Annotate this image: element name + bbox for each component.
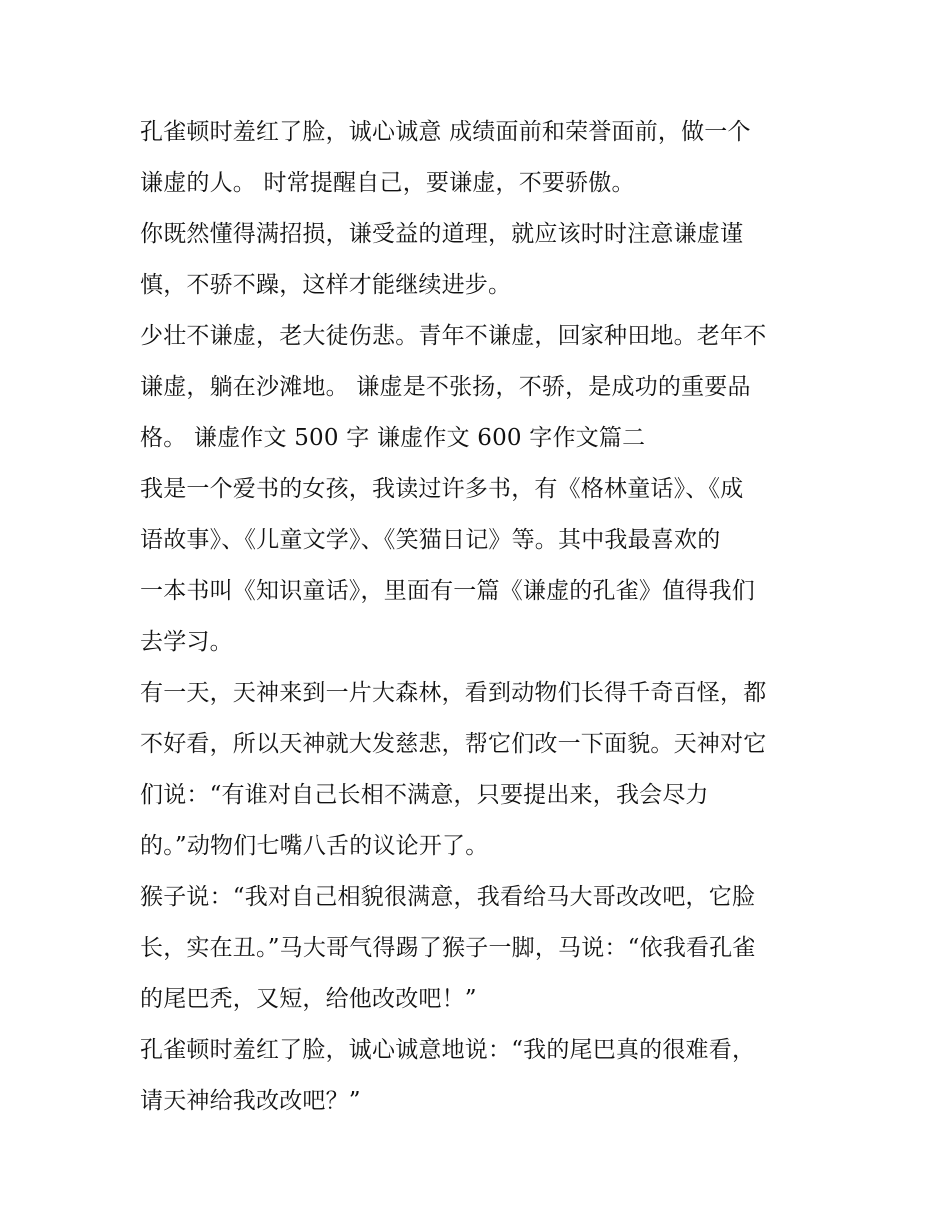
text-line-18: 的尾巴秃，又短，给他改改吧！”	[140, 986, 477, 1012]
text-line-8: 我是一个爱书的女孩，我读过许多书，有《格林童话》、《成	[140, 476, 744, 502]
text-line-16: 猴子说：“我对自己相貌很满意，我看给马大哥改改吧，它脸	[140, 884, 756, 910]
text-line-9: 语故事》、《儿童文学》、《笑猫日记》等。其中我最喜欢的	[140, 527, 721, 553]
text-line-7: 格。 谦虚作文 500 字 谦虚作文 600 字作文篇二	[140, 425, 646, 451]
text-line-5: 少壮不谦虚，老大徒伤悲。青年不谦虚，回家种田地。老年不	[140, 323, 767, 349]
text-line-19: 孔雀顿时羞红了脸，诚心诚意地说：“我的尾巴真的很难看，	[140, 1037, 756, 1063]
text-line-12: 有一天，天神来到一片大森林，看到动物们长得千奇百怪，都	[140, 680, 767, 706]
text-line-14: 们说：“有谁对自己长相不满意，只要提出来，我会尽力	[140, 782, 709, 808]
text-line-4: 慎，不骄不躁，这样才能继续进步。	[140, 272, 512, 298]
text-line-2: 谦虚的人。 时常提醒自己，要谦虚，不要骄傲。	[140, 170, 635, 196]
text-line-10: 一本书叫《知识童话》，里面有一篇《谦虚的孔雀》值得我们	[140, 578, 755, 604]
text-line-6: 谦虚，躺在沙滩地。 谦虚是不张扬，不骄，是成功的重要品	[140, 374, 751, 400]
text-line-11: 去学习。	[140, 629, 233, 655]
text-line-1: 孔雀顿时羞红了脸，诚心诚意 成绩面前和荣誉面前，做一个	[140, 119, 751, 145]
text-line-13: 不好看，所以天神就大发慈悲，帮它们改一下面貌。天神对它	[140, 731, 767, 757]
text-line-15: 的。”动物们七嘴八舌的议论开了。	[140, 833, 489, 859]
text-line-20: 请天神给我改改吧？”	[140, 1088, 361, 1114]
text-line-17: 长，实在丑。”马大哥气得踢了猴子一脚，马说：“依我看孔雀	[140, 935, 756, 961]
text-line-3: 你既然懂得满招损，谦受益的道理，就应该时时注意谦虚谨	[140, 221, 744, 247]
essay-text	[140, 107, 830, 1127]
